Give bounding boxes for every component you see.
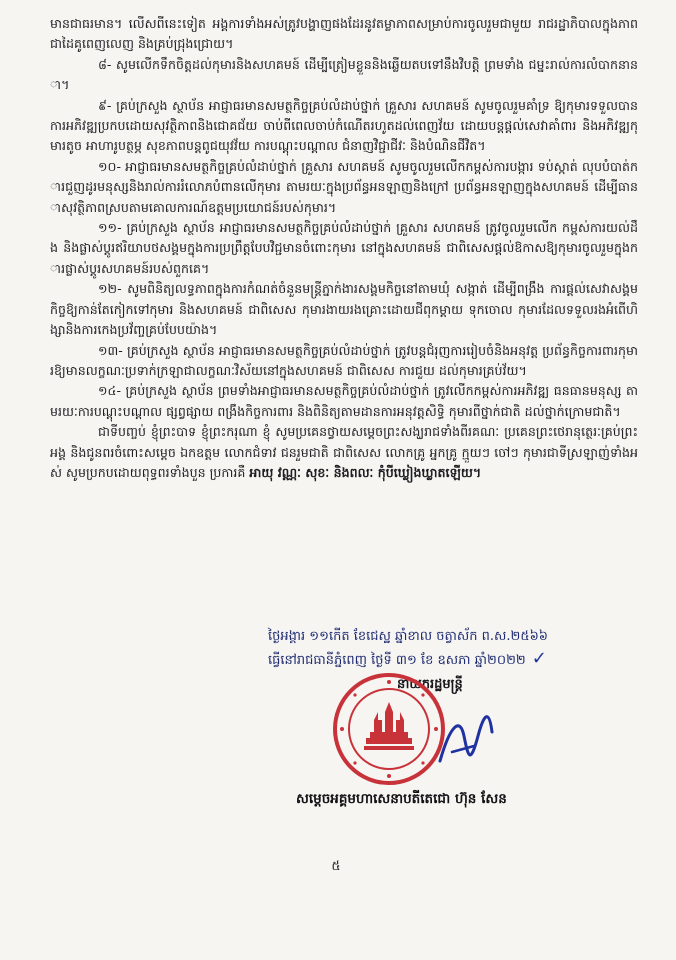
solar-date-line [268,648,548,672]
paragraph-11: ១១- គ្រប់ក្រសួង ស្ថាប័ន អាជ្ញាធរមានសមត្ថកិច្ចគ្រប់លំដាប់ថ្នាក់ គ្រួសារ សហគមន៍ ត្រូវចូលរួមលើក កម្ពស់ការយល់ដឹង និងផ្លាស់ប្តូរឥរិយាបថសង្គមក្នុងការប្រព្រឹត្តបែបវិជ្ជមានចំពោះកុមារ នៅក្នុងសហគមន៍ ជាពិសេសផ្តល់ឱកាសឱ្យកុមារចូលរួមក្នុងការផ្លាស់ប្តូរសហគមន៍របស់ពួកគេ។ [50,220,638,276]
paragraph-9: ៩- គ្រប់ក្រសួង ស្ថាប័ន អាជ្ញាធរមានសមត្ថកិច្ចគ្រប់លំដាប់ថ្នាក់ គ្រួសារ សហគមន៍ សូមចូលរួមគាំទ្រ ឱ្យកុមារទទួលបានការអភិវឌ្ឍប្រកបដោយសុវត្ថិភាពនិងជោគជ័យ ចាប់ពីពេលចាប់កំណើតរហូតដល់ពេញវ័យ ដោយបន្តផ្តល់សេវាគាំពារ និងអភិវឌ្ឍកុមារតូច អាហារូបត្ថម្ភ សុខភាពបន្តពូជយុវវ័យ ការបណ្តុះបណ្តាល ជំនាញវិជ្ជាជីវៈ និងបំណិនជីវិត។ [50,97,638,154]
paragraph-14: ១៤- គ្រប់ក្រសួង ស្ថាប័ន ព្រមទាំងអាជ្ញាធរមានសមត្ថកិច្ចគ្រប់លំដាប់ថ្នាក់ ត្រូវលើកកម្ពស់ការអភិវឌ្ឍ ធនធានមនុស្ស តាមរយៈការបណ្តុះបណ្តាល ផ្សព្វផ្សាយ ពង្រឹងកិច្ចការពារ និងពិនិត្យតាមដានការអនុវត្តសិទ្ធិ កុមារពីថ្នាក់ជាតិ ដល់ថ្នាក់ក្រោមជាតិ។ [50,383,638,419]
paragraph-10: ១០- អាជ្ញាធរមានសមត្ថកិច្ចគ្រប់លំដាប់ថ្នាក់ គ្រួសារ សហគមន៍ សូមចូលរួមលើកកម្ពស់ការបង្ការ ទប់ស្កាត់ លុបបំបាត់ការជួញដូរមនុស្សនិងរាល់ការរំលោភបំពានលើកុមារ តាមរយៈក្នុងប្រព័ន្ធអនឡាញនិងក្រៅ ប្រព័ន្ធអនឡាញក្នុងសហគមន៍ ដើម្បីធានាសុវត្ថិភាពស្របតាមគោលការណ៍ឧត្តមប្រយោជន៍របស់កុមារ។ [50,158,638,215]
signature-icon [430,706,500,776]
closing-blessing: អាយុ វណ្ណៈ សុខៈ និងពលៈ កុំបីឃ្លៀងឃ្លាតឡើយ។ [249,464,482,480]
solar-date: ធ្វើនៅរាជធានីភ្នំពេញ ថ្ងៃទី ៣១ ខែ ឧសភា ឆ្នាំ២០២២ [268,653,526,668]
paragraph-12: ១២- សូមពិនិត្យលទ្ធភាពក្នុងការកំណត់ចំនួនមន្ត្រីភ្នាក់ងារសង្គមកិច្ចនៅតាមឃុំ សង្កាត់ ដើម្បីពង្រឹង ការផ្តល់សេវាសង្គមកិច្ចឱ្យកាន់តែកៀកទៅកុមារ និងសហគមន៍ ជាពិសេស កុមារងាយរងគ្រោះដោយជីពុកម្តាយ ទុកចោល កុមារដែលទទួលរងអំពើហិង្សានិងការកេងប្រវ័ញ្ចគ្រប់បែបយ៉ាង។ [50,281,638,338]
signer-name: សម្តេចអគ្គមហាសេនាបតីតេជោ ហ៊ុន សែន [296,791,507,807]
date-block [268,626,548,672]
intro-text: មានជាធរមាន។ លើសពីនេះទៀត អង្គការទាំងអស់ត្រូវបង្ហាញផងដែរនូវតម្លាភាពសម្រាប់ការចូលរួមជាមួយ រាជរដ្ឋាភិបាលក្នុងភាពជាដៃគូពេញលេញ និងគ្រប់ជ្រុងជ្រោយ។ [50,16,638,52]
closing-paragraph [50,422,638,483]
page-number: ៥ [331,859,341,874]
check-mark-icon: ✓ [531,648,547,669]
closing-text: ជាទីបញ្ចប់ ខ្ញុំព្រះបាទ ខ្ញុំព្រះករុណា ខ្ញុំ សូមប្រគេនថ្វាយសម្តេចព្រះសង្ឃរាជទាំងពីរគណៈ ប្រគេនព្រះថេរានុត្ថេរៈគ្រប់ព្រះអង្គ និងជូនពរចំពោះសម្តេច ឯកឧត្តម លោកជំទាវ ជនរួមជាតិ ជាពិសេស លោកគ្រូ អ្នកគ្រូ ក្មួយៗ ចៅៗ កុមារជាទីស្រឡាញ់ទាំងអស់ សូមប្រកបដោយពុទ្ធពរទាំងបួន ប្រការគឺ [50,424,638,480]
signer-title: នាយករដ្ឋមន្ត្រី [397,677,463,692]
paragraph-8: ៨- សូមលើកទឹកចិត្តដល់កុមារនិងសហគមន៍ ដើម្បីត្រៀមខ្លួននិងឆ្លើយតបទៅនឹងវិបត្តិ ព្រមទាំង ជម្នះរាល់ការលំបាកនានា។ [50,56,638,93]
paragraph-13: ១៣- គ្រប់ក្រសួង ស្ថាប័ន អាជ្ញាធរមានសមត្ថកិច្ចគ្រប់លំដាប់ថ្នាក់ ត្រូវបន្តជំរុញការរៀបចំនិងអនុវត្ត ប្រព័ន្ធកិច្ចការពារកុមារឱ្យមានលក្ខណៈប្រទាក់ក្រឡាជាលក្ខណៈវិស័យនៅក្នុងសហគមន៍ ជាពិសេស ការជួយ ដល់កុមារគ្រប់វ័យ។ [50,342,638,378]
lunar-date: ថ្ងៃអង្គារ ១១កើត ខែជេស្ឋ ឆ្នាំខាល ចត្វាស័ក ព.ស.២៥៦៦ [268,629,548,644]
